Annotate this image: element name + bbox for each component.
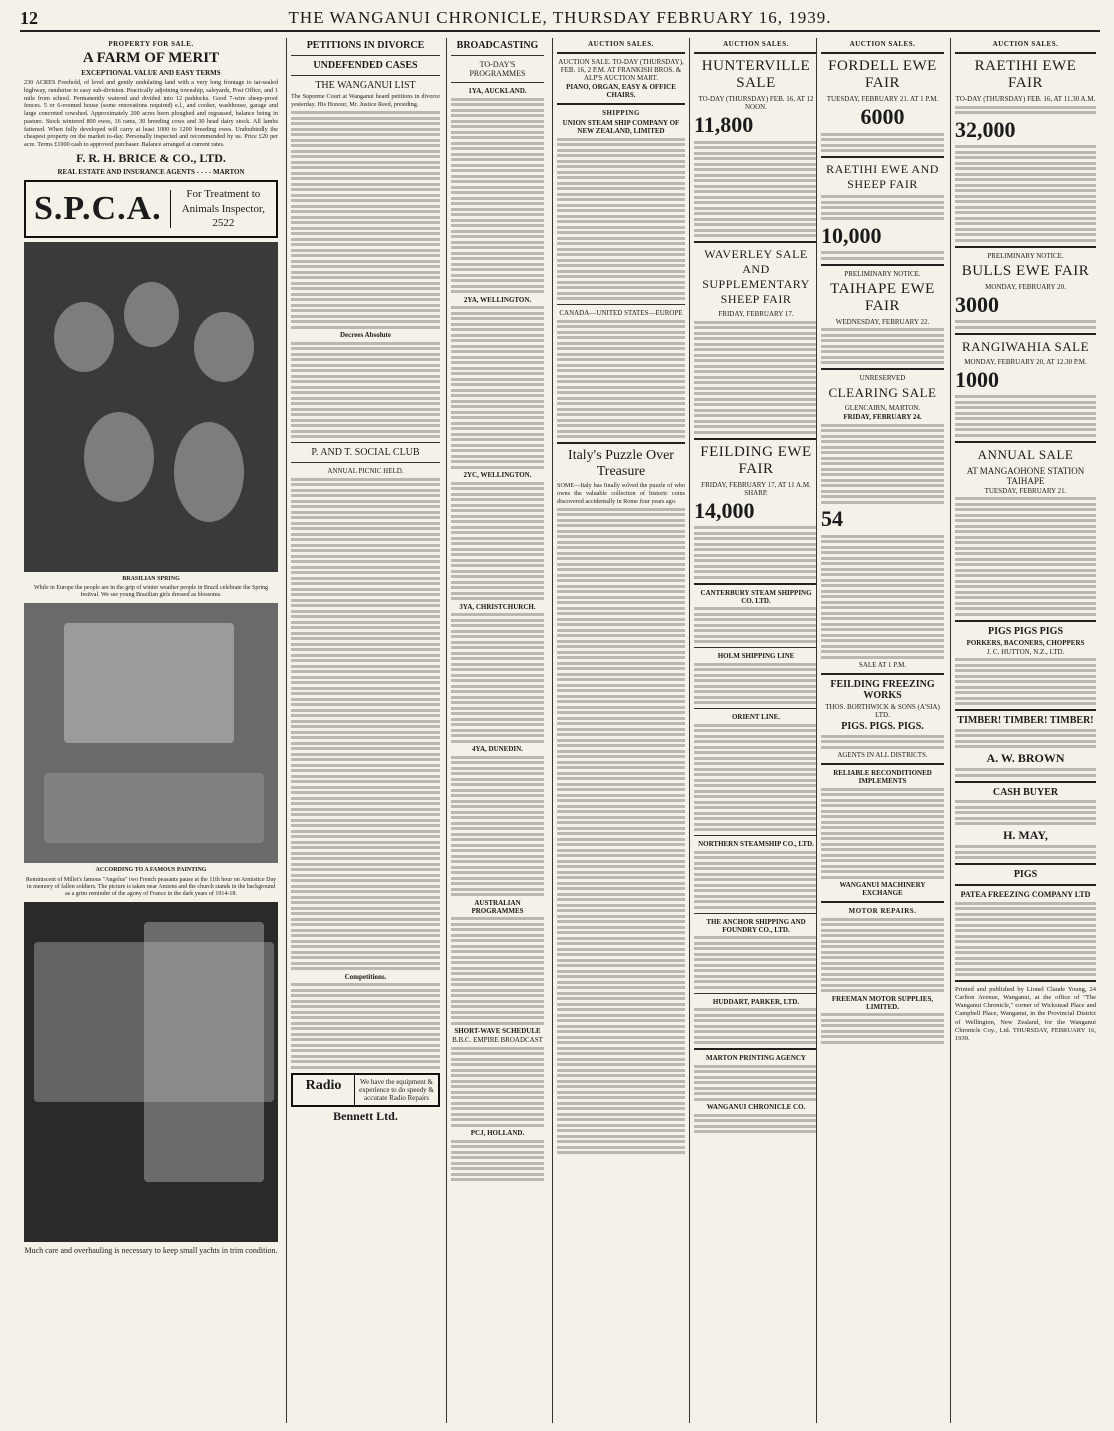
chronicle-co: WANGANUI CHRONICLE CO. [706, 1103, 806, 1111]
clearing-place: GLENCAIRN, MARTON. [844, 404, 921, 412]
auction-label-3: AUCTION SALES. [849, 40, 916, 48]
column-broadcasting [446, 38, 548, 1423]
rangiwahia-date: MONDAY, FEBRUARY 20, AT 12.30 P.M. [964, 357, 1087, 366]
column-auctions-shipping [552, 38, 816, 1423]
rangiwahia-heading: RANGIWAHIA SALE [961, 338, 1090, 354]
cattle-big: 54 [821, 506, 843, 531]
agents: AGENTS IN ALL DISTRICTS. [837, 751, 928, 759]
pigs-heading-2: PIGS PIGS PIGS [987, 625, 1064, 637]
reliable-heading: RELIABLE RECONDITIONED IMPLEMENTS [833, 769, 932, 785]
huddart-heading: HUDDART, PARKER, LTD. [712, 997, 800, 1006]
masthead [20, 8, 1100, 32]
photo2-caption: Reminiscent of Millet's famous "Angelus" two French peasants pause at the 11th hour on Armistice Day in memory of fallen soldiers. The picture is taken near Amiens and the church stands in the background as a grim reminder of the agony of France in the dark years of 1914-18. [25, 876, 277, 897]
may-heading: H. MAY, [1003, 827, 1048, 842]
bulls-heading: BULLS EWE FAIR [961, 262, 1090, 279]
club-sub: ANNUAL PICNIC HELD. [327, 467, 404, 475]
photo1-caption: While in Europe the people are in the grip of winter weather people in Brazil celebrate the Spring festival. We see young Brazilian girls dressed as blossoms. [33, 584, 269, 599]
imprint: Printed and published by Lionel Claude Young, 24 Carlton Avenue, Wanganui, at the office of "The Wanganui Chronicle," corner of Wickstead Place and Campbell Place, Wanganui, in the Provincial District of Wellington, New Zealand, for the Wanganui Chronicle Coy., Ltd. THURSDAY, FEBRUARY 16, 1939. [955, 986, 1096, 1042]
undefended-heading: UNDEFENDED CASES [313, 60, 418, 71]
radio-ad-text: We have the equipment & experience to do speedy & accurate Radio Repairs [359, 1077, 434, 1102]
hutton-heading: J. C. HUTTON, N.Z., LTD. [986, 647, 1065, 656]
holm-heading: HOLM SHIPPING LINE [717, 652, 795, 660]
australian-heading: AUSTRALIAN PROGRAMMES [471, 898, 524, 915]
column-property [20, 38, 282, 1423]
clearing-heading: CLEARING SALE [828, 385, 937, 400]
photo-painting [24, 603, 278, 863]
station-1ya: 1YA, AUCKLAND. [468, 87, 527, 95]
divorce-heading: PETITIONS IN DIVORCE [306, 40, 425, 51]
feilding-date: FRIDAY, FEBRUARY 17, AT 11 A.M. SHARP. [701, 480, 811, 497]
pigs-heading: PIGS. PIGS. PIGS. [841, 721, 924, 732]
hunterville-big: 11,800 [694, 112, 754, 137]
spca-logo: S.P.C.A. [26, 190, 171, 228]
auction-text: AUCTION SALE. TO-DAY (THURSDAY), FEB. 16, 2 P.M. AT FRANKISH BROS. & ALP'S AUCTION MART. [558, 58, 684, 82]
agent-name: F. R. H. BRICE & CO., LTD. [76, 150, 226, 165]
anchor-heading: THE ANCHOR SHIPPING AND FOUNDRY CO., LTD. [706, 917, 806, 934]
raetihi-fair-date: TO-DAY (THURSDAY) FEB. 16, AT 11.30 A.M. [955, 95, 1096, 103]
bulls-big: 3000 [955, 291, 999, 317]
station-3ya: 3YA, CHRISTCHURCH. [459, 602, 536, 611]
fordell-heading: FORDELL EWE FAIR [828, 58, 937, 91]
raetihi-big: 10,000 [821, 222, 882, 248]
shipping-label: SHIPPING [602, 109, 640, 117]
page-number: 12 [20, 8, 38, 28]
clearing-date: FRIDAY, FEBRUARY 24. [843, 413, 922, 421]
sale-time: SALE AT 1 P.M. [858, 661, 907, 669]
taihape-heading: TAIHAPE EWE FAIR [830, 280, 935, 314]
canada-heading: CANADA—UNITED STATES—EUROPE [559, 309, 683, 317]
column-fairs [816, 38, 948, 1423]
photo1-title: BRASILIAN SPRING [122, 575, 180, 582]
feilding-big: 14,000 [694, 497, 755, 523]
cash-buyer: CASH BUYER [992, 786, 1059, 798]
waverley-date: FRIDAY, FEBRUARY 17. [718, 310, 794, 318]
mangaohone-date: TUESDAY, FEBRUARY 21. [984, 486, 1067, 495]
agent-sub: REAL ESTATE AND INSURANCE AGENTS - - - - MARTON [57, 167, 245, 176]
timber-heading: TIMBER! TIMBER! TIMBER! [957, 715, 1094, 726]
farm-heading: A FARM OF MERIT [82, 50, 220, 66]
feilding-freezing: FEILDING FREEZING WORKS [830, 679, 935, 701]
fordell-big: 6000 [860, 104, 905, 129]
photo2-title: ACCORDING TO A FAMOUS PAINTING [95, 867, 207, 874]
wanganui-list-heading: THE WANGANUI LIST [315, 80, 416, 91]
spca-text: For Treatment to Animals Inspector, 2522 [181, 188, 265, 229]
hunterville-date: TO-DAY (THURSDAY) FEB. 16, AT 12 NOON. [698, 95, 814, 111]
patea-heading: PATEA FREEZING COMPANY LTD [960, 890, 1091, 899]
italy-body: SOME—Italy has finally solved the puzzle of who owns the valuable collection of historic coins discovered accidentally in Rome four years ago. [557, 482, 685, 505]
shortwave-heading: SHORT-WAVE SCHEDULE [454, 1027, 541, 1035]
photo-brazilian-spring [24, 242, 278, 572]
radio-repairs-ad [291, 1073, 440, 1107]
brown-heading: A. W. BROWN [986, 750, 1065, 765]
taihape-date: WEDNESDAY, FEBRUARY 22. [835, 317, 930, 326]
orient-heading: ORIENT LINE. [731, 713, 781, 721]
farm-body: 230 ACRES Freehold, of level and gently undulating land with a very long frontage to tar-sealed highway, rundurise to easy sub-division. Practically adjoining township, saleyards, Post Office, and 1 mile from school. Permanently watered and divided into 12 paddocks. Good 7-wire sheep-proof fences. 5 or 6-roomed house (some renovations required) e.l., and cooker, washhouse, garage and large concreted cowshed. Approximately 200 acres been ploughed and regrassed, balance being in pasture. Stock wintered 800 ewes, 16 rams, 30 breeding cows and 30 head dairy stock. All lambs fattened. When fully developed will carry at least 1000 to 1200 breeding ewes. Undoubtedly the cheapest property on the market to-day. Personally inspected and recommended by us. Price £20 per acre. Terms £1000 cash to approved purchaser. Balance arranged at current rates. [24, 79, 278, 148]
bulls-date: MONDAY, FEBRUARY 20. [985, 282, 1066, 291]
raetihi-fair-big: 32,000 [955, 116, 1016, 142]
prelim-notice: PRELIMINARY NOTICE. [844, 269, 921, 278]
holland-heading: PCJ, HOLLAND. [470, 1129, 525, 1137]
broadcasting-heading: BROADCASTING [456, 40, 539, 51]
freeman-heading: FREEMAN MOTOR SUPPLIES, LIMITED. [831, 994, 934, 1011]
radio-firm: Bennett Ltd. [333, 1108, 398, 1123]
motor-heading: MOTOR REPAIRS. [848, 907, 917, 915]
fordell-date: TUESDAY, FEBRUARY 21. AT 1 P.M. [826, 95, 939, 103]
auction-label-4: AUCTION SALES. [992, 40, 1059, 48]
divorce-intro: The Supreme Court at Wanganui heard petitions in divorce yesterday. His Honour, Mr. Justice Reed, presiding. [291, 93, 440, 108]
decrees-heading: Decrees Absolute [340, 331, 391, 339]
raetihi-heading: RAETIHI EWE AND SHEEP FAIR [826, 162, 939, 191]
auction-items: PIANO, ORGAN, EASY & OFFICE CHAIRS. [566, 83, 676, 99]
borthwick: THOS. BORTHWICK & SONS (A'SIA) LTD. [825, 703, 940, 719]
column-sales [950, 38, 1100, 1423]
pigs-heading-3: PIGS [1013, 869, 1038, 880]
photo3-caption: Much care and overhauling is necessary to keep small yachts in trim condition. [24, 1246, 278, 1256]
station-2ya: 2YA, WELLINGTON. [463, 295, 532, 304]
auction-label-2: AUCTION SALES. [723, 40, 789, 48]
annual-sale-heading: ANNUAL SALE [977, 446, 1074, 462]
canterbury-heading: CANTERBURY STEAM SHIPPING CO. LTD. [700, 588, 812, 605]
waverley-heading: WAVERLEY SALE AND SUPPLEMENTARY SHEEP FAIR [702, 247, 810, 306]
photo-yacht [24, 902, 278, 1242]
hunterville-heading: HUNTERVILLE SALE [701, 58, 811, 91]
rangiwahia-big: 1000 [955, 366, 999, 392]
feilding-heading: FEILDING EWE FAIR [700, 443, 812, 477]
auction-label: AUCTION SALES. [588, 40, 654, 48]
spca-ad [24, 180, 278, 238]
pork-heading: PORKERS, BACONERS, CHOPPERS [966, 638, 1085, 647]
competitions-heading: Competitions. [344, 972, 387, 981]
machinery-heading: WANGANUI MACHINERY EXCHANGE [839, 881, 926, 897]
radio-logo: Radio [305, 1077, 342, 1093]
italy-heading: Italy's Puzzle Over Treasure [568, 448, 674, 479]
bbc-heading: B.B.C. EMPIRE BROADCAST [452, 1036, 543, 1044]
newspaper-title: THE WANGANUI CHRONICLE, THURSDAY FEBRUARY 16, 1939. [288, 8, 832, 27]
northern-heading: NORTHERN STEAMSHIP CO., LTD. [698, 840, 814, 848]
union-heading: UNION STEAM SHIP COMPANY OF NEW ZEALAND, LIMITED [562, 119, 680, 135]
raetihi-fair-heading: RAETIHI EWE FAIR [974, 58, 1077, 91]
column-divorce [286, 38, 444, 1423]
station-2yc: 2YC, WELLINGTON. [463, 471, 532, 479]
programmes-heading: TO-DAY'S PROGRAMMES [469, 60, 526, 78]
station-4ya: 4YA, DUNEDIN. [472, 745, 523, 753]
prelim-notice-2: PRELIMINARY NOTICE. [987, 251, 1064, 260]
farm-subheading: EXCEPTIONAL VALUE AND EASY TERMS [81, 69, 221, 77]
unreserved: UNRESERVED [859, 374, 906, 382]
divorce-text-block [291, 111, 440, 329]
section-label: PROPERTY FOR SALE. [108, 40, 194, 48]
mangaohone-heading: AT MANGAOHONE STATION TAIHAPE [966, 465, 1085, 486]
marton-heading: MARTON PRINTING AGENCY [706, 1054, 806, 1062]
club-heading: P. AND T. SOCIAL CLUB [311, 447, 420, 458]
